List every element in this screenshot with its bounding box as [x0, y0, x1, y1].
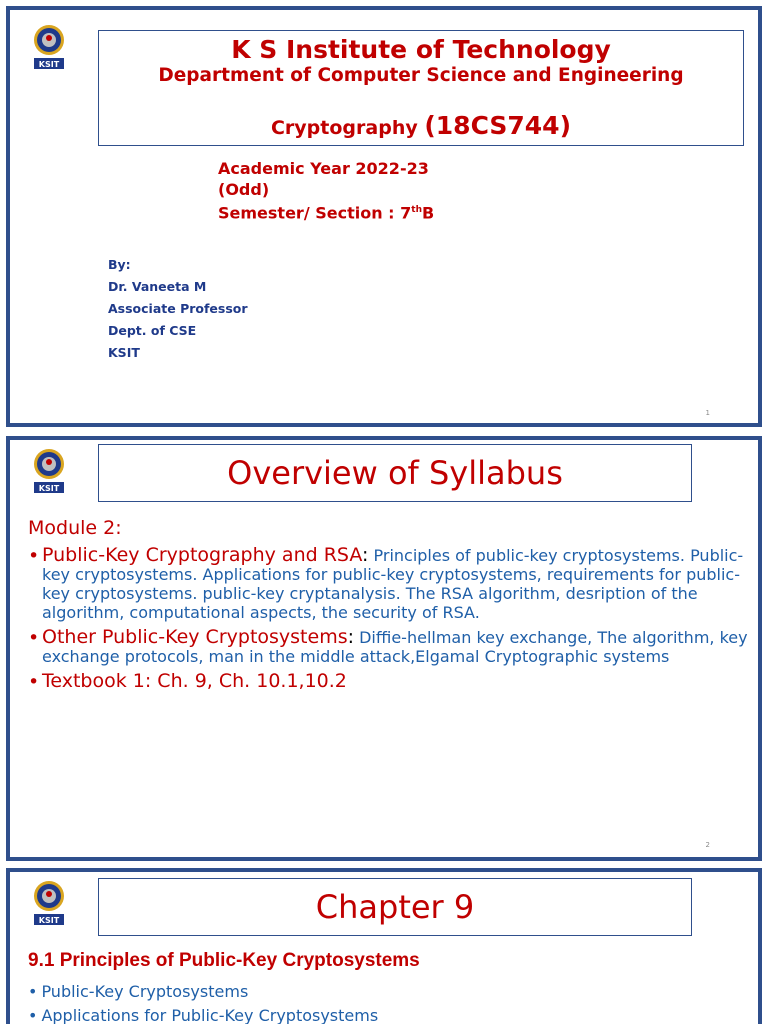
slide-2: [6, 436, 762, 861]
bullet-colon: :: [362, 544, 369, 566]
list-item: [28, 546, 748, 622]
slide-title: Chapter 9: [315, 888, 475, 926]
logo-text: KSIT: [38, 916, 60, 925]
bullet-desc: Diffie-hellman key exchange, The algorithm, key exchange protocols, man in the middle attack,Elgamal Cryptographic systems: [42, 628, 748, 666]
author-block: [108, 254, 248, 364]
page-number: 2: [705, 841, 710, 849]
title-box: [98, 30, 744, 146]
bullet-icon: •: [28, 982, 38, 1001]
author-dept: Dept. of CSE: [108, 323, 197, 338]
bullet-icon: •: [28, 671, 40, 693]
department-name: Department of Computer Science and Engineering: [158, 65, 684, 86]
list-item: [28, 1004, 378, 1024]
ksit-logo-icon: [28, 22, 70, 72]
list-item-text: Applications for Public-Key Cryptosystems: [41, 1006, 379, 1024]
topic-list: [28, 980, 378, 1024]
academic-year: Academic Year 2022-23: [218, 159, 429, 178]
bullet-lead: Other Public-Key Cryptosystems: [42, 626, 348, 648]
term: (Odd): [218, 180, 270, 199]
title-box: [98, 444, 692, 502]
module-heading: Module 2:: [28, 517, 122, 539]
slide-body: [28, 516, 748, 698]
course-title: [99, 113, 743, 141]
slide-3: [6, 868, 762, 1024]
semester-suffix: B: [422, 203, 435, 223]
ksit-logo-icon: [28, 446, 70, 496]
course-code: (18CS744): [424, 111, 572, 140]
list-item: [28, 672, 748, 692]
logo-text: KSIT: [38, 484, 60, 493]
slide-1: [6, 6, 762, 427]
bullet-desc: Principles of public-key cryptosystems. Public-key cryptosystems. Applications for public-key cryptosystems, requirements for public-key cryptosystems. public-key cryptanalysis. The RSA algorithm, desription of the algorithm, computational aspects, the security of RSA.: [42, 546, 744, 622]
author-college: KSIT: [108, 345, 140, 360]
author-designation: Associate Professor: [108, 301, 248, 316]
course-name: Cryptography: [270, 117, 418, 139]
bullet-lead: Public-Key Cryptography and RSA: [42, 544, 362, 566]
page-number: 1: [705, 409, 710, 417]
semester-prefix: Semester/ Section : 7: [218, 203, 412, 223]
institute-name: K S Institute of Technology: [231, 35, 611, 64]
academic-info: [218, 158, 434, 223]
semester-sup: th: [411, 205, 422, 215]
list-item: [28, 980, 378, 1004]
bullet-icon: •: [28, 1006, 38, 1024]
title-box: [98, 878, 692, 936]
ksit-logo-icon: [28, 878, 70, 928]
bullet-icon: •: [28, 545, 40, 567]
semester-section: [218, 200, 434, 223]
section-heading: 9.1 Principles of Public-Key Cryptosystems: [28, 950, 420, 971]
bullet-colon: :: [347, 626, 355, 648]
bullet-icon: •: [28, 627, 40, 649]
slide-title: Overview of Syllabus: [227, 454, 563, 492]
by-label: By:: [108, 257, 131, 272]
logo-text: KSIT: [38, 60, 60, 69]
list-item: [28, 628, 748, 666]
author-name: Dr. Vaneeta M: [108, 279, 207, 294]
bullet-lead: Textbook 1: Ch. 9, Ch. 10.1,10.2: [42, 670, 347, 692]
list-item-text: Public-Key Cryptosystems: [41, 982, 249, 1001]
